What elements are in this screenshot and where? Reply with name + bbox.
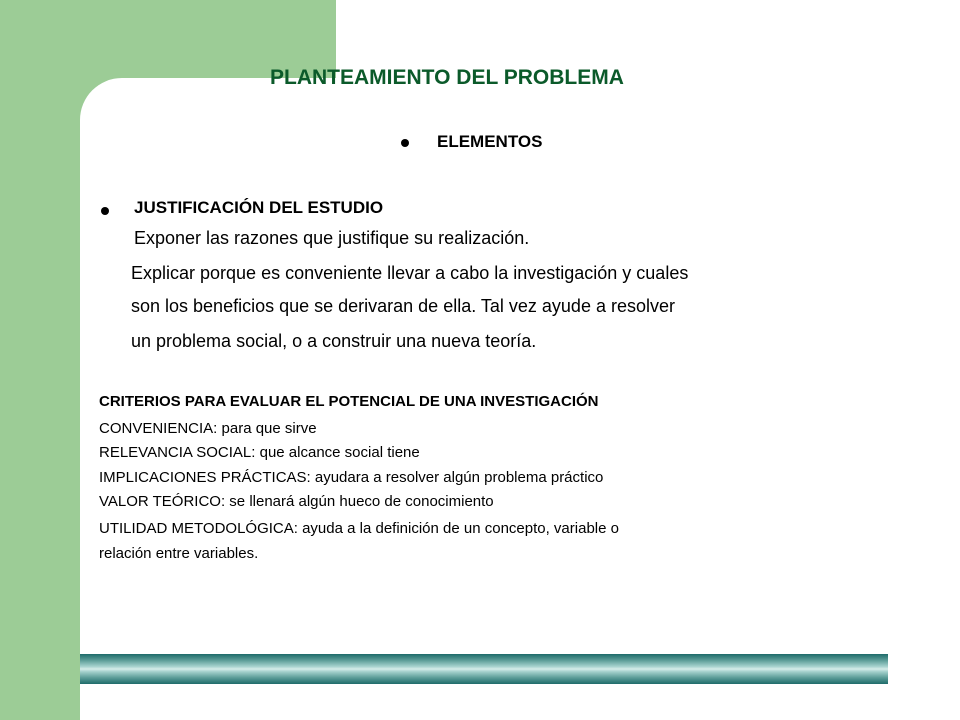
- body-line: Explicar porque es conveniente llevar a cabo la investigación y cuales: [131, 263, 689, 283]
- criteria-item: IMPLICACIONES PRÁCTICAS: ayudara a resolver algún problema práctico: [99, 469, 604, 486]
- criteria-item: UTILIDAD METODOLÓGICA: ayuda a la definición de un concepto, variable o: [99, 520, 619, 537]
- bottom-gradient-band: [80, 654, 888, 684]
- body-line: son los beneficios que se derivaran de ella. Tal vez ayude a resolver: [131, 296, 675, 316]
- criteria-item: CONVENIENCIA: para que sirve: [99, 420, 317, 437]
- criteria-item: relación entre variables.: [99, 545, 259, 562]
- criteria-item: VALOR TEÓRICO: se llenará algún hueco de conocimiento: [99, 493, 494, 510]
- body-line: un problema social, o a construir una nueva teoría.: [131, 331, 537, 351]
- bullet-dot: [401, 139, 409, 147]
- body-line: Exponer las razones que justifique su realización.: [134, 228, 530, 248]
- green-side-bar: [0, 0, 80, 720]
- criteria-item: RELEVANCIA SOCIAL: que alcance social tiene: [99, 444, 420, 461]
- elementos-heading: ELEMENTOS: [437, 132, 543, 151]
- justificacion-heading: JUSTIFICACIÓN DEL ESTUDIO: [134, 198, 384, 217]
- slide-title: PLANTEAMIENTO DEL PROBLEMA: [270, 66, 624, 89]
- bullet-dot: [101, 207, 109, 215]
- criteria-heading: CRITERIOS PARA EVALUAR EL POTENCIAL DE UNA INVESTIGACIÓN: [99, 393, 599, 410]
